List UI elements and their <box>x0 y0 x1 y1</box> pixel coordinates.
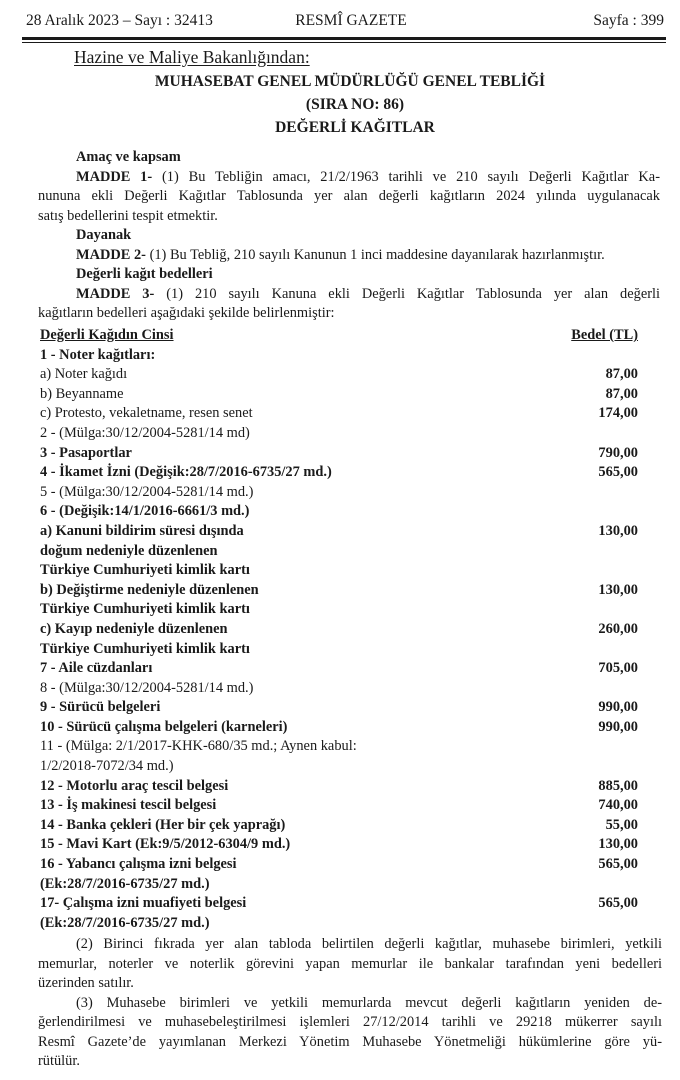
paper-price: 130,00 <box>598 581 638 598</box>
table-row <box>40 641 638 661</box>
article-2-line <box>38 246 660 266</box>
page-header <box>26 12 664 34</box>
closing-paragraphs <box>38 935 662 1072</box>
paragraph-2-line: memurlar, noterler ve noterlik görevini yapan memurlar ile bankalar tarafından yeni bedelleri <box>38 955 662 972</box>
paper-type: 9 - Sürücü belgeleri <box>40 699 161 716</box>
table-row <box>40 856 638 876</box>
paper-type: 14 - Banka çekleri (Her bir çek yaprağı) <box>40 816 286 833</box>
articles <box>38 148 660 324</box>
paper-type: doğum nedeniyle düzenlenen <box>40 542 218 559</box>
paragraph-2-line: üzerinden satılır. <box>38 975 134 991</box>
article-3-line: kağıtların bedelleri aşağıdaki şekilde belirlenmiştir: <box>38 305 335 321</box>
paper-type: 1/2/2018-7072/34 md.) <box>40 758 174 775</box>
table-row <box>40 758 638 778</box>
table-row <box>40 523 638 543</box>
paper-price: 790,00 <box>598 444 638 461</box>
section-heading: Dayanak <box>76 227 132 243</box>
paper-price: 130,00 <box>598 836 638 853</box>
issue-date: 28 Aralık 2023 – Sayı : 32413 <box>26 12 213 29</box>
table-row <box>40 386 638 406</box>
article-2-text: (1) Bu Tebliğ, 210 sayılı Kanunun 1 inci maddesine dayanılarak hazırlanmıştır. <box>149 246 605 263</box>
paper-type: b) Beyanname <box>40 385 124 402</box>
paper-price: 260,00 <box>598 620 638 637</box>
paper-type: 3 - Pasaportlar <box>40 444 132 461</box>
table-row <box>40 425 638 445</box>
header-rule-thick <box>22 37 666 40</box>
paper-type: 4 - İkamet İzni (Değişik:28/7/2016-6735/27 md.) <box>40 464 332 481</box>
table-row <box>40 876 638 896</box>
table-row <box>40 797 638 817</box>
table-row <box>40 582 638 602</box>
paper-type: 16 - Yabancı çalışma izni belgesi <box>40 856 237 873</box>
paper-type: 5 - (Mülga:30/12/2004-5281/14 md.) <box>40 483 254 500</box>
column-header-type: Değerli Kağıdın Cinsi <box>40 327 174 343</box>
paper-price: 565,00 <box>598 895 638 912</box>
table-row <box>40 601 638 621</box>
document-sequence: (SIRA NO: 86) <box>305 96 405 113</box>
paper-type: (Ek:28/7/2016-6735/27 md.) <box>40 875 210 892</box>
document-subject: DEĞERLİ KAĞITLAR <box>275 119 435 136</box>
paper-price: 705,00 <box>598 660 638 677</box>
column-header-price: Bedel (TL) <box>571 327 638 343</box>
table-row <box>40 895 638 915</box>
paper-type: 17- Çalışma izni muafiyeti belgesi <box>40 895 247 912</box>
paragraph-3-line: ğerlendirilmesi ve muhasebeleştirilmesi işlemleri 27/12/2014 tarihli ve 29218 mükerrer sayılı <box>38 1014 662 1030</box>
table-row <box>40 347 638 367</box>
section-heading: Değerli kağıt bedelleri <box>76 266 213 282</box>
paragraph-2-line: (2) Birinci fıkrada yer alan tabloda belirtilen değerli kağıtlar, muhasebe birimleri, yetkili <box>76 936 662 952</box>
paper-price: 565,00 <box>598 856 638 873</box>
paragraph-3-line: (3) Muhasebe birimleri ve yetkili memurlarda mevcut değerli kağıtların yeniden de- <box>76 994 662 1011</box>
paper-type: a) Noter kağıdı <box>40 366 128 383</box>
table-row <box>40 778 638 798</box>
table-row <box>40 817 638 837</box>
paper-type: Türkiye Cumhuriyeti kimlik kartı <box>40 601 250 618</box>
paper-type: c) Kayıp nedeniyle düzenlenen <box>40 620 228 637</box>
paper-type: 10 - Sürücü çalışma belgeleri (karneleri) <box>40 718 288 735</box>
paper-price: 87,00 <box>605 366 638 383</box>
paper-type: 8 - (Mülga:30/12/2004-5281/14 md.) <box>40 679 254 696</box>
article-3-text: (1) 210 sayılı Kanuna ekli Değerli Kağıtlar Tablosunda yer alan değerli <box>166 285 660 302</box>
paper-price: 87,00 <box>605 385 638 402</box>
paper-price: 990,00 <box>598 699 638 716</box>
header-rule-thin <box>22 42 666 43</box>
article-1-label: MADDE 1- <box>76 168 153 185</box>
table-row <box>40 445 638 465</box>
paper-type: 15 - Mavi Kart (Ek:9/5/2012-6304/9 md.) <box>40 836 291 853</box>
table-row <box>40 464 638 484</box>
paper-type: b) Değiştirme nedeniyle düzenlenen <box>40 581 259 598</box>
paper-price: 55,00 <box>605 816 638 833</box>
table-body <box>40 347 638 935</box>
paper-type: 6 - (Değişik:14/1/2016-6661/3 md.) <box>40 503 250 520</box>
paper-type: 11 - (Mülga: 2/1/2017-KHK-680/35 md.; Aynen kabul: <box>40 738 357 755</box>
paper-price: 885,00 <box>598 777 638 794</box>
paper-type: a) Kanuni bildirim süresi dışında <box>40 522 244 539</box>
paper-type: Türkiye Cumhuriyeti kimlik kartı <box>40 562 250 579</box>
table-row <box>40 484 638 504</box>
table-row <box>40 366 638 386</box>
document-title: MUHASEBAT GENEL MÜDÜRLÜĞÜ GENEL TEBLİĞİ <box>154 73 546 90</box>
table-row <box>40 719 638 739</box>
paper-type: 12 - Motorlu araç tescil belgesi <box>40 777 229 794</box>
paragraph-3-line: rütülür. <box>38 1053 80 1069</box>
article-1-line <box>38 168 660 188</box>
table-header <box>40 327 638 347</box>
ministry-name: Hazine ve Maliye Bakanlığından: <box>74 47 310 67</box>
article-1-line: nununa ekli Değerli Kağıtlar Tablosunda yer alan değerli kağıtların 2024 yılında uygulanacak <box>38 188 660 204</box>
paper-price: 565,00 <box>598 464 638 481</box>
article-1-line: satış bedellerini tespit etmektir. <box>38 207 218 224</box>
table-row <box>40 699 638 719</box>
paper-price: 174,00 <box>598 405 638 422</box>
table-row <box>40 660 638 680</box>
table-row <box>40 405 638 425</box>
paper-price: 990,00 <box>598 718 638 735</box>
paper-type: 1 - Noter kağıtları: <box>40 346 156 363</box>
paragraph-3-line: Resmî Gazete’de yayımlanan Merkezi Yönetim Muhasebe Yönetmeliği hükümlerine göre yü- <box>38 1033 662 1050</box>
table-row <box>40 543 638 563</box>
publication-name: RESMÎ GAZETE <box>295 12 407 29</box>
paper-type: 7 - Aile cüzdanları <box>40 660 153 677</box>
table-row <box>40 915 638 935</box>
article-1-text: (1) Bu Tebliğin amacı, 21/2/1963 tarihli ve 210 sayılı Değerli Kağıtlar Ka- <box>162 168 660 185</box>
page-number: Sayfa : 399 <box>593 12 664 29</box>
paper-type: Türkiye Cumhuriyeti kimlik kartı <box>40 640 250 657</box>
table-row <box>40 621 638 641</box>
table-row <box>40 680 638 700</box>
paper-price: 130,00 <box>598 522 638 539</box>
paper-type: 2 - (Mülga:30/12/2004-5281/14 md) <box>40 424 250 441</box>
table-row <box>40 503 638 523</box>
paper-type: (Ek:28/7/2016-6735/27 md.) <box>40 914 210 931</box>
paper-type: 13 - İş makinesi tescil belgesi <box>40 797 217 814</box>
table-row <box>40 836 638 856</box>
section-heading: Amaç ve kapsam <box>76 149 181 165</box>
paper-price: 740,00 <box>598 797 638 814</box>
paper-type: c) Protesto, vekaletname, resen senet <box>40 405 253 422</box>
valuable-papers-table <box>40 327 638 934</box>
article-3-label: MADDE 3- <box>76 285 155 302</box>
table-row <box>40 562 638 582</box>
article-2-label: MADDE 2- <box>76 246 146 263</box>
article-3-line <box>38 285 660 305</box>
table-row <box>40 738 638 758</box>
